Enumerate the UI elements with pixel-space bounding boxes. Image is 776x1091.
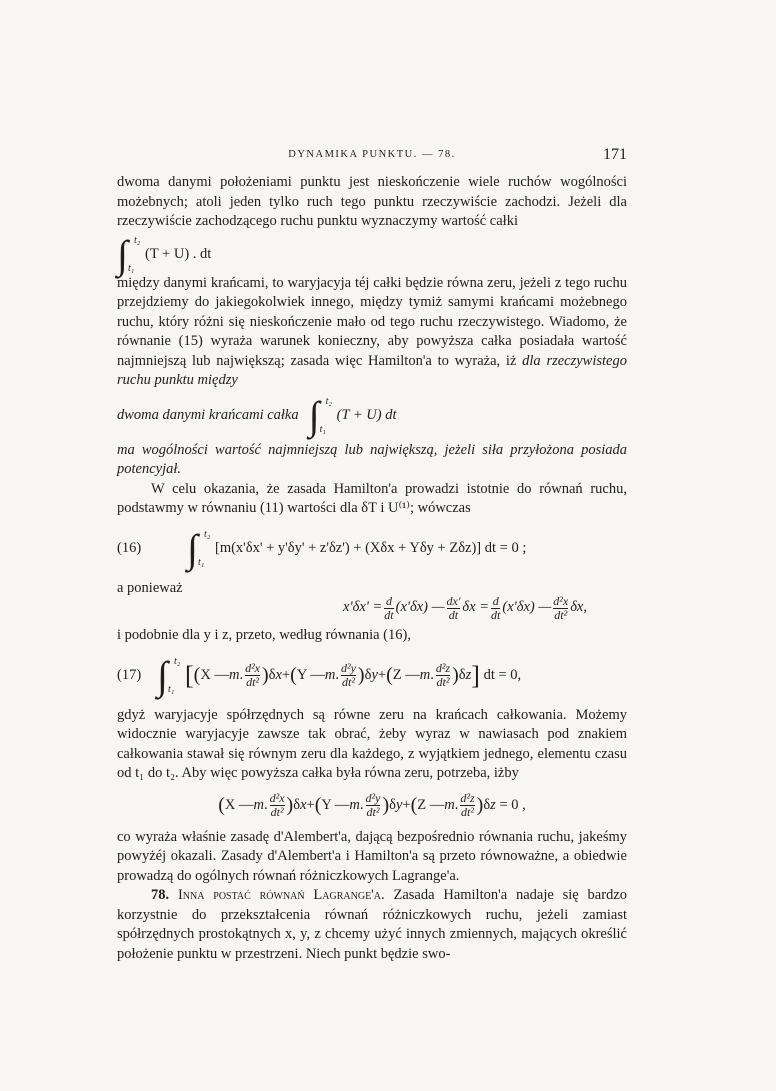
lower-limit: t₁	[198, 557, 205, 568]
paragraph-6-body: Zasada Hamilton'a nadaje się bardzo korzystnie do przekształcenia równań różniczkowych ruchu, jeżeli zamiast spółrzędnych prostokątnych x, y, z chcemy użyć innych zmiennych, mających określić położenie punktu w przestrzeni. Niech punkt będzie swo-	[117, 887, 628, 962]
lower-limit: t₁	[168, 684, 175, 695]
identity-lhs: x'δx' =	[343, 599, 383, 616]
upper-limit: t₂	[204, 528, 211, 540]
equation-final-end: = 0 ,	[499, 796, 526, 813]
equation-17-end: dt = 0,	[483, 666, 522, 683]
equation-17-label: (17)	[117, 666, 142, 683]
equation-16-body: [m(x'δx' + y'δy' + z'δz') + (Xδx + Yδy + Zδz)] dt = 0 ;	[215, 539, 527, 556]
equation-16	[117, 523, 627, 575]
upper-limit: t₂	[325, 395, 332, 407]
upper-limit: t₂	[134, 234, 141, 246]
inline-integral-1	[117, 232, 627, 278]
equation-16-label: (16)	[117, 539, 142, 556]
integral-sign: ∫ t₂ t₁	[308, 392, 332, 438]
a-poniewaz: a ponieważ	[117, 579, 183, 596]
integrand-1: (T + U) . dt	[145, 245, 212, 262]
upper-limit: t₂	[174, 655, 181, 667]
integrand-2: (T + U) dt	[336, 406, 397, 423]
paragraph-4: gdyż waryjacyje spółrzędnych są równe zeru na krańcach całkowania. Możemy widocznie waryjacyje zawsze tak obrać, żeby wyraz w nawiasach pod znakiem całkowania stawał się równym zeru dla każdego, z wyjątkiem jednego, elementu czasu od t₁ do t₂. Aby więc powyższa całka była równa zeru, potrzeba, iżby	[117, 706, 627, 781]
paragraph-5: co wyraża właśnie zasadę d'Alembert'a, dającą bezpośrednio równania ruchu, jakeśmy powyżéj okazali. Zasady d'Alembert'a i Hamilton'a są przeto równoważne, a obiedwie prowadzą do ogólnych równań różniczkowych Lagrange'a.	[117, 828, 627, 884]
page-number: 171	[603, 146, 627, 163]
paragraph-1: dwoma danymi położeniami punktu jest nieskończenie wiele ruchów wogólności możebnych; atoli jeden tylko ruch tego punktu rzeczywiście zachodzi. Jeżeli dla rzeczywiście zachodzącego ruchu punktu wyznaczymy wartość całki	[117, 174, 627, 229]
page-body	[117, 173, 627, 964]
paragraph-3: i podobnie dla y i z, przeto, według równania (16),	[117, 627, 411, 643]
integral-sign: ∫ t₂ t₁	[117, 231, 141, 277]
paragraph-1-italic-end: ma wogólności wartość najmniejszą lub największą, jeżeli siła przyłożona posiada potencyjał.	[117, 441, 627, 477]
identity-mid2: δx =	[462, 599, 490, 616]
page-header	[117, 146, 627, 169]
section-title: Inna postać równań Lagrange'a.	[177, 887, 385, 903]
paragraph-1-cont	[117, 274, 627, 391]
paragraph-6	[117, 886, 627, 964]
identity-mid: (x'δx) —	[395, 599, 445, 616]
running-head: DYNAMIKA PUNKTU. — 78.	[288, 149, 456, 160]
italic-part-2: dwoma danymi krańcami całka	[117, 406, 299, 423]
identity-end: δx,	[570, 599, 587, 616]
paragraph-1-italic: dla rzeczywistego ruchu punktu między	[117, 352, 627, 388]
integral-sign: ∫ t₂ t₁	[157, 652, 181, 698]
equation-identity: x'δx' = $\frac{d}{dt}$ (x'δx) — $\frac{dx'}{dt}$ δx = $\frac{d}{dt}$ (x'δx) — $\frac{\text{d²x}}{\text{dt²}}$ δx,	[343, 593, 587, 622]
paragraph-1-after: między danymi krańcami, to waryjacyja téj całki będzie równa zeru, jeżeli z tego ruchu przejdziemy do jakiegokolwiek innego, między tymiż samymi krańcami możebnego ruchu, który różni się nieskończenie mało od tego ruchu rzeczywistego. Wiadomo, że równanie (15) wyraża warunek konieczny, aby powyższa całka posiadała wartość najmniejszą lub największą; zasada więc Hamilton'a to wyraża, iż	[117, 274, 627, 369]
section-number: 78.	[151, 887, 170, 903]
equation-final: ( X — m . $\frac{\text{d²x}}{\text{dt²}}$ ) δ x + ( Y — m . $\frac{\text{d²y}}{\text{dt²}}$ ) δ y + ( Z — m . $\frac{\text{d²z}}{\text{dt²}}$ ) δ z = 0 ,	[218, 791, 526, 819]
paragraph-2: W celu okazania, że zasada Hamilton'a prowadzi istotnie do równań ruchu, podstawmy w równaniu (11) wartości dla δT i U⁽¹⁾; wówczas	[117, 480, 627, 516]
inline-integral-2	[117, 391, 627, 441]
identity-rhs: (x'δx) —	[502, 599, 552, 616]
lower-limit: t₁	[319, 424, 326, 435]
lower-limit: t₁	[128, 263, 135, 274]
integral-sign: ∫ t₂ t₁	[187, 525, 211, 571]
equation-17: (17) ∫ t₂ t₁ [ ( X — m . $\frac{\text{d²x}}{\text{dt²}}$ ) δ x + ( Y — m . $\frac{\text{d²y}}{\text{dt²}}$ ) δ y + ( Z — m . $\frac{\text{d²z}}{\text{dt²}}$ ) δ z ] dt = 0,	[117, 652, 522, 698]
